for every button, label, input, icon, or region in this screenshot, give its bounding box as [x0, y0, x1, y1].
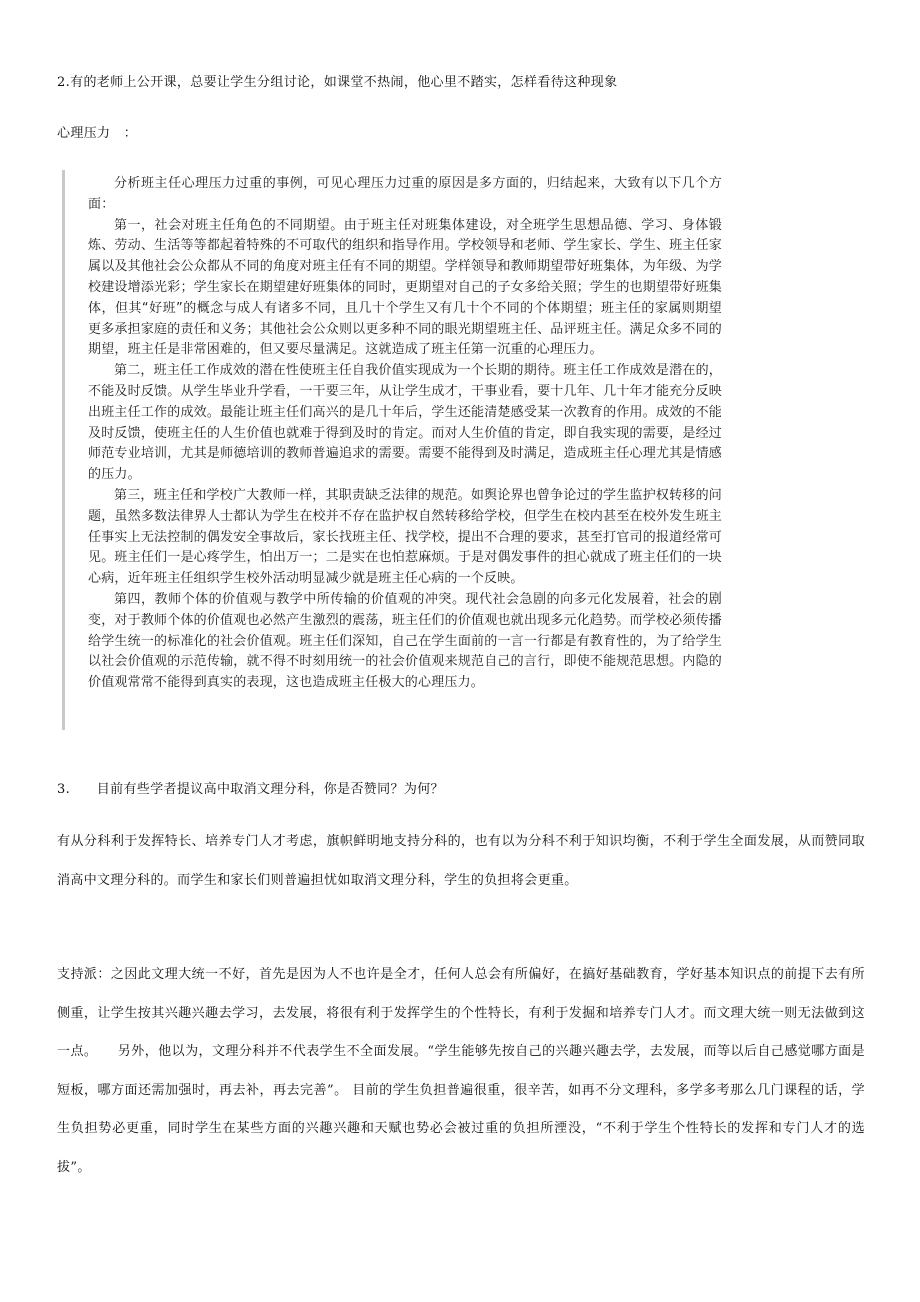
- answer-paragraph-1: 有从分科利于发挥特长、培养专门人才考虑，旗帜鲜明地支持分科的，也有以为分科不利于知识均衡，不利于学生全面发展，从而赞同取消高中文理分科的。而学生和家长们则普遍担忧如取消文理分科，学生的负担将会更重。: [57, 834, 865, 888]
- quote-paragraph-intro: 分析班主任心理压力过重的事例，可见心理压力过重的原因是多方面的，归结起来，大致有以下几个方面：: [88, 176, 722, 212]
- quote-paragraph-fourth: 第四，教师个体的价值观与教学中所传输的价值观的冲突。现代社会急剧的向多元化发展着，社会的剧变，对于教师个体的价值观也必然产生激烈的震荡，班主任们的价值观也就出现多元化趋势。而学校必须传播给学生统一的标准化的社会价值观。班主任们深知，自己在学生面前的一言一行都是有教育性的，为了给学生以社会价值观的示范传输，就不得不时刻用统一的社会价值观来规范自己的言行，即使不能规范思想。内隐的价值观常常不能得到真实的表现，这也造成班主任极大的心理压力。: [88, 591, 722, 691]
- quote-paragraph-first: 第一，社会对班主任角色的不同期望。由于班主任对班集体建设，对全班学生思想品德、学习、身体锻炼、劳动、生活等等都起着特殊的不可取代的组织和指导作用。学校领导和老师、学生家长、学生、班主任家属以及其他社会公众都从不同的角度对班主任有不同的期望。学样领导和教师期望带好班集体，为年级、为学校建设增添光彩；学生家长在期望建好班集体的同时，更期望对自己的子女多给关照；学生的也期望带好班集体，但其“好班”的概念与成人有诸多不同，且几十个学生又有几十个不同的个体期望；班主任的家属则期望更多承担家庭的责任和义务；其他社会公众则以更多种不同的眼光期望班主任、品评班主任。满足众多不同的期望，班主任是非常困难的，但又要尽量满足。这就造成了班主任第一沉重的心理压力。: [88, 217, 722, 358]
- answer-paragraph-2: 支持派：之因此文理大统一不好，首先是因为人不也许是全才，任何人总会有所偏好，在搞好基础教育，学好基本知识点的前提下去有所侧重，让学生按其兴趣兴趣去学习，去发展，将很有利于发挥学生的个性特长，有利于发掘和培养专门人才。而文理大统一则无法做到这一点。 另外，他以为，文理分科并不代表学生不全面发展。“学生能够先按自己的兴趣兴趣去学，去发展，而等以后自己感觉哪方面是短板，哪方面还需加强时，再去补，再去完善”。 目前的学生负担普遍很重，很辛苦，如再不分文理科，多学多考那么几门课程的话，学生负担势必更重，同时学生在某些方面的兴趣兴趣和天赋也势必会被过重的负担所湮没，“不利于学生个性特长的发挥和专门人才的选拔”。: [57, 967, 865, 1175]
- question-2: 2.有的老师上公开课，总要让学生分组讨论，如课堂不热闹，他心里不踏实，怎样看待这种现象: [57, 75, 618, 90]
- section-label: 心理压力 ：: [57, 126, 138, 141]
- quote-paragraph-second: 第二，班主任工作成效的潜在性使班主任自我价值实现成为一个长期的期待。班主任工作成效是潜在的，不能及时反馈。从学生毕业升学看，一干要三年，从让学生成才，干事业看，要十几年、几十年才能充分反映出班主任工作的成效。最能让班主任们高兴的是几十年后，学生还能清楚感受某一次教育的作用。成效的不能及时反馈，使班主任的人生价值也就难于得到及时的肯定。而对人生价值的肯定，即自我实现的需要，是经过师范专业培训，尤其是师德培训的教师普遍追求的需要。需要不能得到及时满足，造成班主任心理尤其是情感的压力。: [88, 363, 722, 483]
- quote-paragraph-third: 第三，班主任和学校广大教师一样，其职责缺乏法律的规范。如舆论界也曾争论过的学生监护权转移的问题，虽然多数法律界人士都认为学生在校并不存在监护权自然转移给学校，但学生在校内甚至在校外发生班主任事实上无法控制的偶发安全事故后，家长找班主任、找学校，提出不合理的要求，甚至打官司的报道经常可见。班主任们一是心疼学生，怕出万一；二是实在也怕惹麻烦。于是对偶发事件的担心就成了班主任们的一块心病，近年班主任组织学生校外活动明显减少就是班主任心病的一个反映。: [88, 487, 722, 587]
- question-3: 3. 目前有些学者提议高中取消文理分科，你是否赞同？为何？: [57, 782, 444, 797]
- quoted-text-block: [62, 170, 722, 730]
